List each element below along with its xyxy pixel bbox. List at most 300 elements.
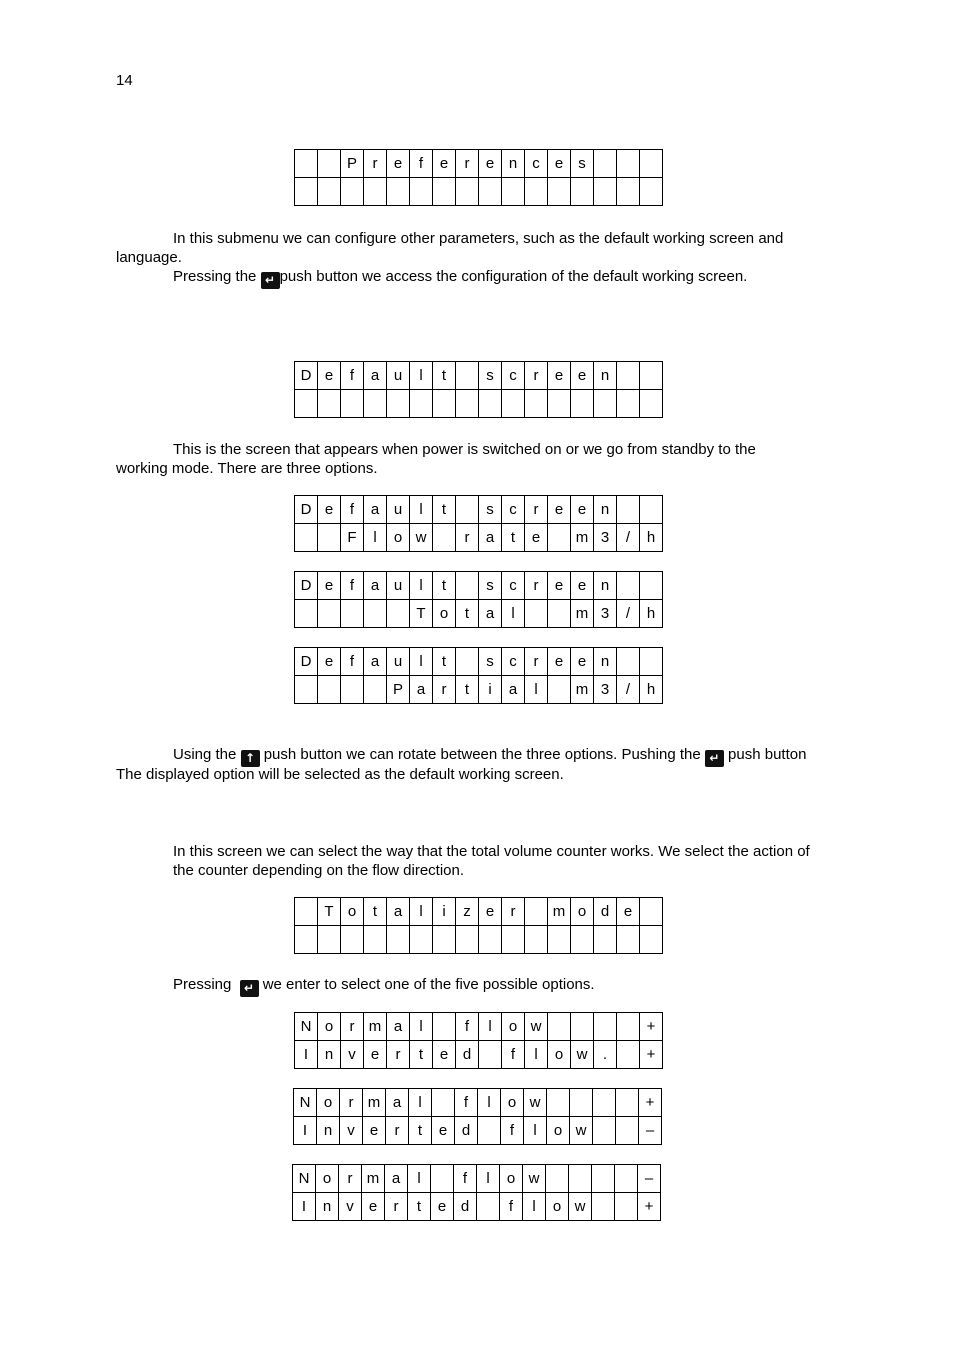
lcd-cell: o bbox=[341, 898, 364, 926]
lcd-cell: D bbox=[295, 496, 318, 524]
lcd-cell: d bbox=[455, 1117, 478, 1145]
lcd-totalizer-option-2 bbox=[293, 1088, 662, 1145]
lcd-cell bbox=[569, 1165, 592, 1193]
lcd-cell: o bbox=[317, 1089, 340, 1117]
lcd-cell: u bbox=[387, 496, 410, 524]
lcd-cell: n bbox=[594, 496, 617, 524]
lcd-cell bbox=[295, 390, 318, 418]
lcd-cell bbox=[318, 926, 341, 954]
lcd-cell: a bbox=[387, 1013, 410, 1041]
lcd-cell: m bbox=[548, 898, 571, 926]
lcd-cell bbox=[456, 362, 479, 390]
lcd-cell bbox=[364, 178, 387, 206]
lcd-cell: t bbox=[410, 1041, 433, 1069]
lcd-cell bbox=[364, 676, 387, 704]
lcd-cell: e bbox=[364, 1041, 387, 1069]
lcd-cell: f bbox=[341, 572, 364, 600]
lcd-cell: u bbox=[387, 648, 410, 676]
lcd-cell: w bbox=[523, 1165, 546, 1193]
up-arrow-key-icon: ↑ bbox=[241, 750, 260, 767]
lcd-cell: l bbox=[477, 1165, 500, 1193]
lcd-cell: m bbox=[571, 524, 594, 552]
lcd-cell: l bbox=[409, 1089, 432, 1117]
lcd-cell bbox=[548, 390, 571, 418]
lcd-cell: / bbox=[617, 524, 640, 552]
lcd-cell: + bbox=[640, 1041, 663, 1069]
lcd-cell: l bbox=[410, 1013, 433, 1041]
lcd-cell bbox=[318, 178, 341, 206]
lcd-cell: o bbox=[500, 1165, 523, 1193]
lcd-cell: f bbox=[341, 496, 364, 524]
lcd-cell bbox=[593, 1089, 616, 1117]
lcd-cell bbox=[640, 572, 663, 600]
lcd-cell: e bbox=[431, 1193, 454, 1221]
lcd-cell bbox=[525, 898, 548, 926]
lcd-cell: e bbox=[571, 362, 594, 390]
lcd-cell: t bbox=[433, 496, 456, 524]
lcd-cell: t bbox=[433, 572, 456, 600]
lcd-cell: c bbox=[502, 648, 525, 676]
lcd-row bbox=[294, 1117, 662, 1145]
push-button-label: push button bbox=[728, 746, 807, 763]
rotate-text: push button we can rotate between the three options. Pushing the bbox=[263, 746, 701, 763]
lcd-cell bbox=[525, 926, 548, 954]
lcd-cell bbox=[318, 600, 341, 628]
lcd-cell: D bbox=[295, 362, 318, 390]
lcd-cell bbox=[640, 178, 663, 206]
lcd-cell: o bbox=[547, 1117, 570, 1145]
paragraph-power-line1: This is the screen that appears when power is switched on or we go from standby to the bbox=[173, 441, 756, 458]
lcd-cell bbox=[341, 926, 364, 954]
lcd-cell: a bbox=[385, 1165, 408, 1193]
lcd-cell: + bbox=[639, 1089, 662, 1117]
lcd-totalizer-option-3 bbox=[292, 1164, 661, 1221]
lcd-cell bbox=[594, 926, 617, 954]
lcd-row bbox=[295, 1013, 663, 1041]
lcd-cell: a bbox=[479, 600, 502, 628]
lcd-cell: t bbox=[409, 1117, 432, 1145]
lcd-cell: s bbox=[479, 362, 502, 390]
lcd-row bbox=[295, 898, 663, 926]
lcd-cell bbox=[617, 926, 640, 954]
lcd-cell: w bbox=[410, 524, 433, 552]
lcd-cell: s bbox=[479, 496, 502, 524]
lcd-row bbox=[295, 1041, 663, 1069]
paragraph-totalizer-line2: the counter depending on the flow direction. bbox=[173, 862, 465, 879]
lcd-cell bbox=[410, 926, 433, 954]
lcd-cell bbox=[431, 1165, 454, 1193]
lcd-cell bbox=[548, 1013, 571, 1041]
lcd-cell: r bbox=[385, 1193, 408, 1221]
lcd-cell bbox=[548, 178, 571, 206]
lcd-cell: 3 bbox=[594, 676, 617, 704]
lcd-row bbox=[295, 524, 663, 552]
lcd-cell: f bbox=[502, 1041, 525, 1069]
lcd-cell bbox=[617, 572, 640, 600]
lcd-cell bbox=[616, 1089, 639, 1117]
lcd-cell bbox=[616, 1117, 639, 1145]
lcd-cell: a bbox=[364, 572, 387, 600]
lcd-cell: m bbox=[571, 600, 594, 628]
lcd-cell: e bbox=[525, 524, 548, 552]
lcd-cell bbox=[617, 1013, 640, 1041]
lcd-cell bbox=[640, 150, 663, 178]
lcd-cell: e bbox=[479, 898, 502, 926]
lcd-cell bbox=[592, 1193, 615, 1221]
lcd-cell: w bbox=[569, 1193, 592, 1221]
lcd-cell bbox=[571, 926, 594, 954]
lcd-cell: D bbox=[295, 648, 318, 676]
lcd-cell bbox=[571, 1013, 594, 1041]
lcd-cell bbox=[502, 390, 525, 418]
lcd-cell: l bbox=[410, 898, 433, 926]
lcd-cell: f bbox=[454, 1165, 477, 1193]
lcd-cell bbox=[456, 572, 479, 600]
lcd-cell bbox=[295, 898, 318, 926]
lcd-row bbox=[295, 390, 663, 418]
lcd-cell bbox=[615, 1193, 638, 1221]
lcd-cell bbox=[640, 926, 663, 954]
lcd-cell: o bbox=[433, 600, 456, 628]
lcd-cell: a bbox=[386, 1089, 409, 1117]
lcd-cell bbox=[456, 390, 479, 418]
lcd-cell bbox=[387, 178, 410, 206]
lcd-cell: d bbox=[454, 1193, 477, 1221]
lcd-cell bbox=[410, 390, 433, 418]
lcd-cell: e bbox=[548, 648, 571, 676]
lcd-cell: f bbox=[456, 1013, 479, 1041]
lcd-cell: f bbox=[500, 1193, 523, 1221]
enter-key-icon: ↵ bbox=[705, 750, 724, 767]
lcd-cell bbox=[318, 524, 341, 552]
lcd-cell: D bbox=[295, 572, 318, 600]
enter-key-icon: ↵ bbox=[240, 980, 259, 997]
lcd-cell bbox=[640, 362, 663, 390]
lcd-cell: + bbox=[640, 1013, 663, 1041]
lcd-cell: t bbox=[456, 676, 479, 704]
lcd-cell bbox=[594, 150, 617, 178]
lcd-cell: r bbox=[386, 1117, 409, 1145]
lcd-cell bbox=[318, 150, 341, 178]
lcd-cell bbox=[548, 600, 571, 628]
lcd-cell: v bbox=[340, 1117, 363, 1145]
paragraph-submenu-line1: In this submenu we can configure other parameters, such as the default working screen and bbox=[173, 230, 784, 247]
lcd-cell: v bbox=[341, 1041, 364, 1069]
lcd-cell: I bbox=[294, 1117, 317, 1145]
lcd-row bbox=[293, 1193, 661, 1221]
lcd-cell: n bbox=[502, 150, 525, 178]
lcd-cell: e bbox=[479, 150, 502, 178]
lcd-cell bbox=[615, 1165, 638, 1193]
lcd-cell: a bbox=[364, 362, 387, 390]
lcd-totalizer-mode bbox=[294, 897, 663, 954]
lcd-cell: t bbox=[456, 600, 479, 628]
lcd-cell: w bbox=[571, 1041, 594, 1069]
lcd-cell: e bbox=[432, 1117, 455, 1145]
lcd-cell: r bbox=[456, 524, 479, 552]
lcd-cell bbox=[525, 390, 548, 418]
paragraph-displayed-option: The displayed option will be selected as the default working screen. bbox=[116, 766, 564, 783]
lcd-cell: f bbox=[341, 648, 364, 676]
lcd-cell: r bbox=[525, 496, 548, 524]
lcd-cell: l bbox=[410, 362, 433, 390]
lcd-cell: e bbox=[433, 150, 456, 178]
lcd-cell: o bbox=[387, 524, 410, 552]
lcd-cell bbox=[318, 390, 341, 418]
lcd-cell bbox=[477, 1193, 500, 1221]
push-button-text: push button we access the configuration of the default working screen. bbox=[279, 268, 748, 285]
lcd-cell: h bbox=[640, 524, 663, 552]
lcd-cell: 3 bbox=[594, 600, 617, 628]
lcd-row bbox=[295, 496, 663, 524]
paragraph-submenu-line2: language. bbox=[116, 249, 182, 266]
lcd-cell: e bbox=[363, 1117, 386, 1145]
paragraph-using-up bbox=[173, 745, 806, 767]
lcd-cell: m bbox=[364, 1013, 387, 1041]
lcd-totalizer-option-1 bbox=[294, 1012, 663, 1069]
lcd-row bbox=[295, 572, 663, 600]
paragraph-power-line2: working mode. There are three options. bbox=[116, 460, 378, 477]
lcd-cell: r bbox=[387, 1041, 410, 1069]
lcd-cell: r bbox=[340, 1089, 363, 1117]
lcd-cell bbox=[364, 390, 387, 418]
lcd-cell bbox=[617, 1041, 640, 1069]
lcd-cell: e bbox=[318, 362, 341, 390]
lcd-cell: P bbox=[341, 150, 364, 178]
paragraph-pressing-enter bbox=[173, 267, 747, 289]
lcd-cell bbox=[479, 178, 502, 206]
lcd-cell: o bbox=[316, 1165, 339, 1193]
lcd-cell: e bbox=[318, 496, 341, 524]
lcd-cell: c bbox=[502, 362, 525, 390]
lcd-cell: n bbox=[316, 1193, 339, 1221]
lcd-cell: t bbox=[364, 898, 387, 926]
lcd-cell bbox=[456, 178, 479, 206]
lcd-cell: – bbox=[638, 1165, 661, 1193]
lcd-cell bbox=[479, 926, 502, 954]
lcd-cell: d bbox=[456, 1041, 479, 1069]
lcd-cell: r bbox=[341, 1013, 364, 1041]
lcd-cell: l bbox=[410, 648, 433, 676]
select-options-text: we enter to select one of the five possible options. bbox=[262, 976, 595, 993]
lcd-cell bbox=[295, 150, 318, 178]
lcd-cell bbox=[341, 600, 364, 628]
lcd-cell: a bbox=[364, 496, 387, 524]
lcd-cell: e bbox=[548, 496, 571, 524]
lcd-cell: c bbox=[502, 572, 525, 600]
lcd-cell: P bbox=[387, 676, 410, 704]
lcd-cell bbox=[617, 496, 640, 524]
lcd-row bbox=[295, 926, 663, 954]
lcd-cell: w bbox=[525, 1013, 548, 1041]
lcd-cell bbox=[617, 150, 640, 178]
lcd-cell bbox=[341, 676, 364, 704]
lcd-default-screen-menu bbox=[294, 361, 663, 418]
lcd-cell bbox=[433, 1013, 456, 1041]
lcd-cell bbox=[387, 926, 410, 954]
lcd-cell: l bbox=[502, 600, 525, 628]
lcd-cell: s bbox=[479, 648, 502, 676]
lcd-cell bbox=[433, 178, 456, 206]
lcd-cell bbox=[433, 390, 456, 418]
lcd-cell bbox=[594, 1013, 617, 1041]
lcd-cell: v bbox=[339, 1193, 362, 1221]
lcd-cell: n bbox=[594, 648, 617, 676]
lcd-cell bbox=[617, 648, 640, 676]
lcd-cell: r bbox=[525, 572, 548, 600]
lcd-cell: n bbox=[594, 572, 617, 600]
lcd-cell: f bbox=[501, 1117, 524, 1145]
lcd-cell bbox=[593, 1117, 616, 1145]
lcd-row bbox=[295, 150, 663, 178]
lcd-cell: o bbox=[501, 1089, 524, 1117]
lcd-cell: l bbox=[364, 524, 387, 552]
lcd-cell: t bbox=[502, 524, 525, 552]
lcd-cell: / bbox=[617, 676, 640, 704]
lcd-cell bbox=[479, 390, 502, 418]
lcd-cell: s bbox=[479, 572, 502, 600]
lcd-cell: o bbox=[318, 1013, 341, 1041]
lcd-cell: c bbox=[502, 496, 525, 524]
lcd-cell bbox=[295, 926, 318, 954]
lcd-cell: t bbox=[433, 362, 456, 390]
lcd-cell bbox=[341, 178, 364, 206]
lcd-cell bbox=[502, 926, 525, 954]
lcd-cell bbox=[432, 1089, 455, 1117]
lcd-cell: l bbox=[525, 1041, 548, 1069]
lcd-cell: F bbox=[341, 524, 364, 552]
lcd-cell bbox=[364, 926, 387, 954]
lcd-cell: I bbox=[293, 1193, 316, 1221]
lcd-cell: m bbox=[363, 1089, 386, 1117]
lcd-cell: T bbox=[410, 600, 433, 628]
lcd-cell: u bbox=[387, 572, 410, 600]
lcd-cell: i bbox=[433, 898, 456, 926]
lcd-cell: r bbox=[525, 362, 548, 390]
lcd-cell bbox=[364, 600, 387, 628]
lcd-cell: i bbox=[479, 676, 502, 704]
enter-key-icon: ↵ bbox=[261, 272, 280, 289]
lcd-cell: e bbox=[571, 572, 594, 600]
lcd-cell: e bbox=[571, 648, 594, 676]
pressing-label: Pressing bbox=[173, 976, 232, 993]
lcd-row bbox=[295, 676, 663, 704]
lcd-cell: r bbox=[364, 150, 387, 178]
lcd-cell bbox=[387, 390, 410, 418]
lcd-cell: f bbox=[455, 1089, 478, 1117]
lcd-cell bbox=[456, 648, 479, 676]
lcd-cell: e bbox=[433, 1041, 456, 1069]
lcd-cell bbox=[547, 1089, 570, 1117]
lcd-cell bbox=[410, 178, 433, 206]
lcd-cell: r bbox=[339, 1165, 362, 1193]
lcd-cell: a bbox=[502, 676, 525, 704]
lcd-cell: / bbox=[617, 600, 640, 628]
lcd-cell bbox=[295, 178, 318, 206]
lcd-cell bbox=[640, 496, 663, 524]
lcd-cell bbox=[640, 648, 663, 676]
lcd-cell bbox=[617, 178, 640, 206]
lcd-cell: e bbox=[318, 648, 341, 676]
lcd-cell: N bbox=[293, 1165, 316, 1193]
lcd-cell: I bbox=[295, 1041, 318, 1069]
lcd-cell: l bbox=[523, 1193, 546, 1221]
lcd-cell: l bbox=[410, 496, 433, 524]
using-text: Using the bbox=[173, 746, 237, 763]
lcd-cell: n bbox=[594, 362, 617, 390]
lcd-cell: o bbox=[548, 1041, 571, 1069]
lcd-cell bbox=[548, 926, 571, 954]
lcd-cell: r bbox=[433, 676, 456, 704]
lcd-row bbox=[294, 1089, 662, 1117]
lcd-cell: f bbox=[341, 362, 364, 390]
lcd-cell bbox=[502, 178, 525, 206]
lcd-cell: – bbox=[639, 1117, 662, 1145]
lcd-cell: o bbox=[571, 898, 594, 926]
lcd-cell bbox=[617, 362, 640, 390]
lcd-cell bbox=[387, 600, 410, 628]
lcd-cell: a bbox=[479, 524, 502, 552]
lcd-cell: h bbox=[640, 676, 663, 704]
lcd-cell bbox=[456, 926, 479, 954]
lcd-cell: T bbox=[318, 898, 341, 926]
lcd-cell: f bbox=[410, 150, 433, 178]
lcd-cell: + bbox=[638, 1193, 661, 1221]
lcd-cell: c bbox=[525, 150, 548, 178]
lcd-cell: e bbox=[387, 150, 410, 178]
lcd-cell: e bbox=[548, 572, 571, 600]
lcd-cell: N bbox=[294, 1089, 317, 1117]
lcd-cell: l bbox=[524, 1117, 547, 1145]
lcd-cell bbox=[571, 178, 594, 206]
lcd-cell: z bbox=[456, 898, 479, 926]
lcd-cell: r bbox=[525, 648, 548, 676]
lcd-cell: 3 bbox=[594, 524, 617, 552]
paragraph-totalizer-line1: In this screen we can select the way that the total volume counter works. We select the action of bbox=[173, 843, 810, 860]
lcd-cell bbox=[295, 676, 318, 704]
lcd-cell: w bbox=[570, 1117, 593, 1145]
lcd-cell: u bbox=[387, 362, 410, 390]
lcd-cell bbox=[640, 390, 663, 418]
lcd-row bbox=[295, 600, 663, 628]
lcd-cell: l bbox=[408, 1165, 431, 1193]
lcd-cell: l bbox=[410, 572, 433, 600]
lcd-cell bbox=[456, 496, 479, 524]
lcd-cell bbox=[525, 178, 548, 206]
lcd-cell bbox=[318, 676, 341, 704]
lcd-cell: s bbox=[571, 150, 594, 178]
lcd-cell: a bbox=[387, 898, 410, 926]
lcd-cell: e bbox=[362, 1193, 385, 1221]
lcd-cell: a bbox=[410, 676, 433, 704]
lcd-cell bbox=[525, 600, 548, 628]
lcd-row bbox=[295, 362, 663, 390]
lcd-cell: w bbox=[524, 1089, 547, 1117]
lcd-cell bbox=[433, 926, 456, 954]
lcd-row bbox=[295, 178, 663, 206]
lcd-cell: e bbox=[617, 898, 640, 926]
lcd-cell: r bbox=[456, 150, 479, 178]
lcd-cell: . bbox=[594, 1041, 617, 1069]
page-number: 14 bbox=[116, 72, 133, 89]
lcd-cell: d bbox=[594, 898, 617, 926]
lcd-cell bbox=[295, 524, 318, 552]
lcd-cell: m bbox=[362, 1165, 385, 1193]
lcd-cell: e bbox=[548, 362, 571, 390]
lcd-cell bbox=[571, 390, 594, 418]
lcd-cell: t bbox=[408, 1193, 431, 1221]
lcd-cell bbox=[594, 390, 617, 418]
